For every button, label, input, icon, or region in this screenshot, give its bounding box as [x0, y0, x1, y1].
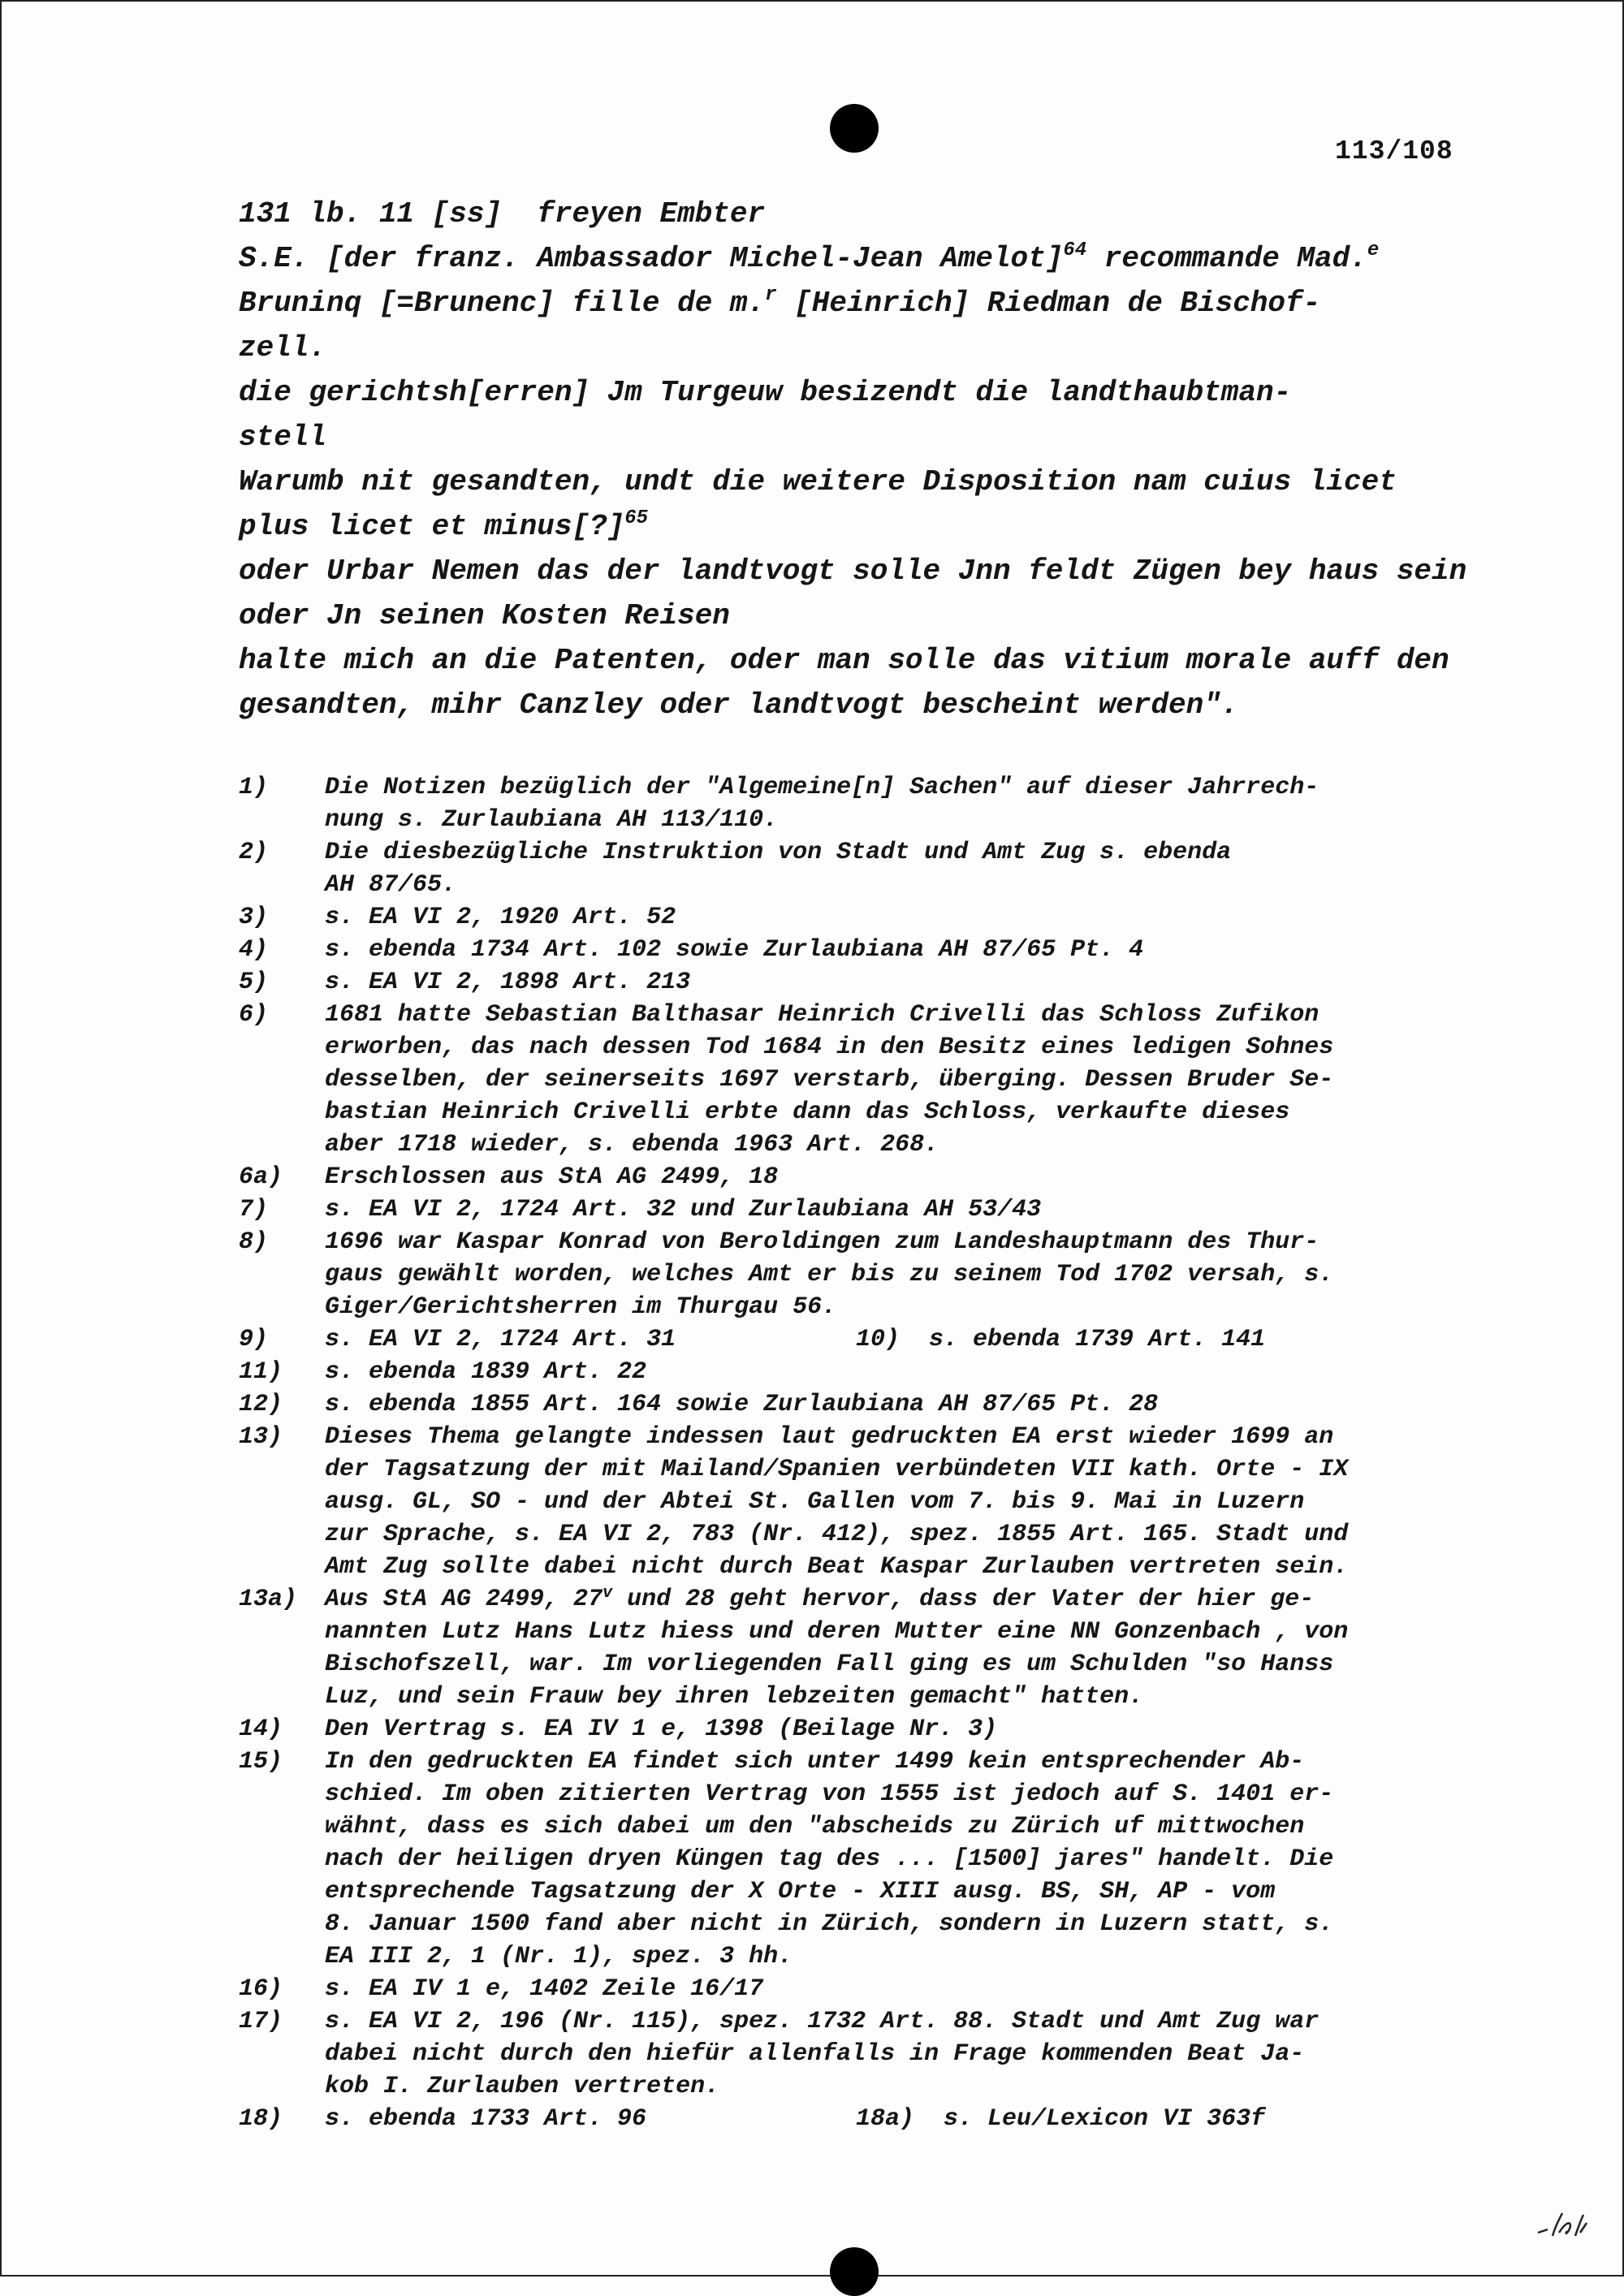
handwritten-mark: [1535, 2208, 1592, 2244]
main-line: oder Jn seinen Kosten Reisen: [239, 599, 730, 632]
footnote-line: entsprechende Tagsatzung der X Orte - XIII ausg. BS, SH, AP - vom: [325, 1878, 1276, 1905]
main-line: 131 lb. 11 [ss] freyen Embter: [239, 197, 766, 231]
footnote-line: Die diesbezügliche Instruktion von Stadt und Amt Zug s. ebenda: [325, 839, 1232, 866]
main-line: die gerichtsh[erren] Jm Turgeuw besizendt die landthaubtman-: [239, 376, 1292, 409]
main-line: halte mich an die Patenten, oder man solle das vitium morale auff den: [239, 644, 1449, 677]
footnote-line: s. ebenda 1855 Art. 164 sowie Zurlaubiana AH 87/65 Pt. 28: [325, 1391, 1159, 1418]
footnote-line: schied. Im oben zitierten Vertrag von 1555 ist jedoch auf S. 1401 er-: [325, 1780, 1334, 1808]
footnote-number: 2): [239, 839, 269, 866]
footnote-line: dabei nicht durch den hiefür allenfalls in Frage kommenden Beat Ja-: [325, 2040, 1305, 2068]
main-text: [239, 192, 1481, 727]
footnote-line: bastian Heinrich Crivelli erbte dann das Schloss, verkaufte dieses: [325, 1098, 1290, 1126]
footnote-9-10: [239, 1323, 1497, 1356]
footnote-line: s. EA VI 2, 1724 Art. 32 und Zurlaubiana AH 53/43: [325, 1196, 1042, 1224]
footnote-number: 15): [239, 1748, 283, 1776]
footnote-line: s. ebenda 1734 Art. 102 sowie Zurlaubiana AH 87/65 Pt. 4: [325, 936, 1144, 964]
footnote-number: 9): [239, 1326, 269, 1353]
footnote-line: nach der heiligen dryen Küngen tag des ... [1500] jares" handelt. Die: [325, 1845, 1334, 1873]
footnote-line: Erschlossen aus StA AG 2499, 18: [325, 1163, 779, 1191]
footnote-line: s. ebenda 1733 Art. 96: [325, 2105, 647, 2133]
footnote-line: erworben, das nach dessen Tod 1684 in den Besitz eines ledigen Sohnes: [325, 1034, 1334, 1061]
footnote-line: zur Sprache, s. EA VI 2, 783 (Nr. 412), spez. 1855 Art. 165. Stadt und: [325, 1521, 1349, 1548]
footnote-number: 16): [239, 1975, 283, 2003]
footnotes: [239, 771, 1497, 2135]
footnote-line: s. EA IV 1 e, 1402 Zeile 16/17: [325, 1975, 764, 2003]
page-number: 113/108: [1335, 136, 1453, 166]
footnote-ref: 65: [624, 507, 649, 529]
main-line: S.E. [der franz. Ambassador Michel-Jean Amelot]$^{64}$ recommande Mad.$^e$: [239, 240, 1380, 275]
footnote-line: ausg. GL, SO - und der Abtei St. Gallen vom 7. bis 9. Mai in Luzern: [325, 1488, 1305, 1516]
footnote-line: gaus gewählt worden, welches Amt er bis zu seinem Tod 1702 versah, s.: [325, 1261, 1334, 1288]
footnote-17: [239, 2005, 1497, 2103]
footnote-line: 8. Januar 1500 fand aber nicht in Zürich, sondern in Luzern statt, s.: [325, 1910, 1334, 1938]
footnote-line: Dieses Thema gelangte indessen laut gedruckten EA erst wieder 1699 an: [325, 1423, 1334, 1451]
footnote-number: 1): [239, 774, 269, 801]
footnote-6: [239, 999, 1497, 1161]
punch-hole-top: [830, 104, 879, 153]
footnote-line: nung s. Zurlaubiana AH 113/110.: [325, 806, 779, 834]
footnote-12: [239, 1388, 1497, 1421]
footnote-18: [239, 2103, 1497, 2135]
footnote-13: [239, 1421, 1497, 1583]
footnote-line: In den gedruckten EA findet sich unter 1499 kein entsprechender Ab-: [325, 1748, 1305, 1776]
footnote-16: [239, 1973, 1497, 2005]
footnote-11: [239, 1356, 1497, 1388]
footnote-6a: [239, 1161, 1497, 1193]
footnote-line: s. ebenda 1839 Art. 22: [325, 1358, 647, 1386]
footnote-2: [239, 836, 1497, 901]
footnote-number: 6a): [239, 1163, 283, 1191]
footnote-line: s. EA VI 2, 1898 Art. 213: [325, 969, 691, 996]
footnote-line: nannten Lutz Hans Lutz hiess und deren Mutter eine NN Gonzenbach , von: [325, 1618, 1349, 1646]
footnote-8: [239, 1226, 1497, 1323]
footnote-line: aber 1718 wieder, s. ebenda 1963 Art. 268.: [325, 1131, 939, 1159]
footnote-line: desselben, der seinerseits 1697 verstarb, überging. Dessen Bruder Se-: [325, 1066, 1334, 1094]
footnote-line: Luz, und sein Frauw bey ihren lebzeiten gemacht" hatten.: [325, 1683, 1144, 1711]
main-line: Bruninq [=Brunenc] fille de m.$^r$ [Heinrich] Riedman de Bischof-: [239, 284, 1321, 320]
footnote-line: EA III 2, 1 (Nr. 1), spez. 3 hh.: [325, 1943, 793, 1970]
main-line: plus licet et minus[?]$^{65}$: [239, 507, 649, 543]
footnote-number: 14): [239, 1716, 283, 1743]
footnote-line: der Tagsatzung der mit Mailand/Spanien verbündeten VII kath. Orte - IX: [325, 1456, 1349, 1483]
footnote-13a: [239, 1583, 1497, 1713]
footnote-number: 3): [239, 904, 269, 931]
footnote-18a: 18a) s. Leu/Lexicon VI 363f: [856, 2105, 1266, 2133]
footnote-number: 11): [239, 1358, 283, 1386]
footnote-number: 8): [239, 1228, 269, 1256]
footnote-line: kob I. Zurlauben vertreten.: [325, 2073, 720, 2100]
footnote-line: Den Vertrag s. EA IV 1 e, 1398 (Beilage Nr. 3): [325, 1716, 998, 1743]
footnote-ref: 64: [1063, 240, 1087, 261]
footnote-line: Amt Zug sollte dabei nicht durch Beat Kaspar Zurlauben vertreten sein.: [325, 1553, 1349, 1581]
main-line: Warumb nit gesandten, undt die weitere Disposition nam cuius licet: [239, 465, 1397, 498]
footnote-line: wähnt, dass es sich dabei um den "abscheids zu Zürich uf mittwochen: [325, 1813, 1305, 1841]
main-line: gesandten, mihr Canzley oder landtvogt bescheint werden".: [239, 688, 1239, 722]
footnote-line: 1696 war Kaspar Konrad von Beroldingen zum Landeshauptmann des Thur-: [325, 1228, 1320, 1256]
footnote-number: 17): [239, 2008, 283, 2035]
footnote-number: 13): [239, 1423, 283, 1451]
footnote-line: s. EA VI 2, 196 (Nr. 115), spez. 1732 Art. 88. Stadt und Amt Zug war: [325, 2008, 1320, 2035]
footnote-line: AH 87/65.: [325, 871, 457, 899]
footnote-14: [239, 1713, 1497, 1746]
footnote-number: 12): [239, 1391, 283, 1418]
footnote-number: 18): [239, 2105, 283, 2133]
footnote-7: [239, 1193, 1497, 1226]
footnote-line: Giger/Gerichtsherren im Thurgau 56.: [325, 1293, 837, 1321]
footnote-line: Bischofszell, war. Im vorliegenden Fall ging es um Schulden "so Hanss: [325, 1651, 1334, 1678]
footnote-3: [239, 901, 1497, 934]
main-line: oder Urbar Nemen das der landtvogt solle Jnn feldt Zügen bey haus sein: [239, 555, 1467, 588]
footnote-line: Die Notizen bezüglich der "Algemeine[n] Sachen" auf dieser Jahrrech-: [325, 774, 1320, 801]
footnote-number: 5): [239, 969, 269, 996]
main-line: zell.: [239, 331, 327, 365]
footnote-line: 1681 hatte Sebastian Balthasar Heinrich Crivelli das Schloss Zufikon: [325, 1001, 1320, 1029]
footnote-number: 13a): [239, 1586, 298, 1613]
footnote-1: [239, 771, 1497, 836]
main-line: stell: [239, 421, 327, 454]
footnote-line: s. EA VI 2, 1724 Art. 31: [325, 1326, 676, 1353]
footnote-number: 7): [239, 1196, 269, 1224]
footnote-number: 4): [239, 936, 269, 964]
footnote-4: [239, 934, 1497, 966]
footnote-10: 10) s. ebenda 1739 Art. 141: [856, 1326, 1266, 1353]
punch-hole-bottom: [830, 2247, 879, 2296]
footnote-line: Aus StA AG 2499, 27$^v$ und 28 geht hervor, dass der Vater der hier ge-: [325, 1584, 1315, 1613]
footnote-number: 6): [239, 1001, 269, 1029]
footnote-5: [239, 966, 1497, 999]
footnote-15: [239, 1746, 1497, 1973]
footnote-line: s. EA VI 2, 1920 Art. 52: [325, 904, 676, 931]
